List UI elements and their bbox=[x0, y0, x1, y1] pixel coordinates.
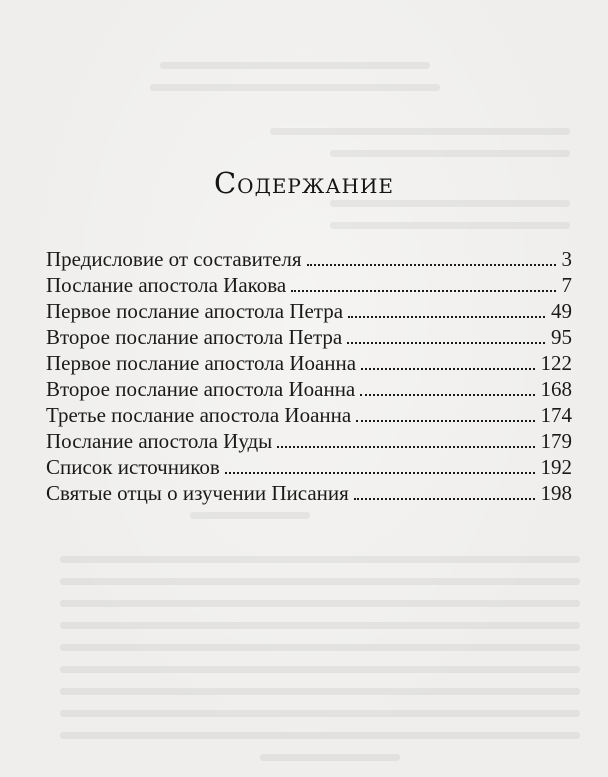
page-title: Содержание bbox=[213, 166, 394, 200]
dot-leader bbox=[360, 380, 534, 396]
toc-entry-page: 49 bbox=[551, 299, 572, 323]
bleed-through bbox=[60, 600, 580, 607]
toc-entry bbox=[46, 350, 572, 376]
dot-leader bbox=[356, 406, 534, 422]
toc-entry-label: Третье послание апостола Иоанна bbox=[46, 403, 352, 427]
dot-leader bbox=[291, 276, 555, 292]
bleed-through bbox=[60, 688, 580, 695]
toc-entry bbox=[46, 246, 572, 272]
bleed-through bbox=[60, 666, 580, 673]
toc-entry-page: 198 bbox=[540, 481, 572, 505]
dot-leader bbox=[361, 354, 534, 370]
toc-entry-page: 95 bbox=[551, 325, 572, 349]
bleed-through bbox=[190, 512, 310, 519]
bleed-through bbox=[330, 150, 570, 157]
toc-entry-page: 192 bbox=[540, 455, 572, 479]
bleed-through bbox=[330, 222, 570, 229]
toc-entry bbox=[46, 428, 572, 454]
toc-entry-label: Послание апостола Иакова bbox=[46, 273, 287, 297]
toc-entry-label: Первое послание апостола Иоанна bbox=[46, 351, 357, 375]
toc-entry-page: 174 bbox=[540, 403, 572, 427]
bleed-through bbox=[260, 754, 400, 761]
toc-entry-label: Второе послание апостола Иоанна bbox=[46, 377, 356, 401]
toc-entry bbox=[46, 454, 572, 480]
table-of-contents bbox=[46, 246, 572, 506]
toc-entry-page: 168 bbox=[540, 377, 572, 401]
toc-entry-label: Послание апостола Иуды bbox=[46, 429, 273, 453]
bleed-through bbox=[60, 710, 580, 717]
toc-entry bbox=[46, 402, 572, 428]
toc-entry-page: 3 bbox=[561, 247, 572, 271]
toc-entry bbox=[46, 272, 572, 298]
toc-entry-label: Первое послание апостола Петра bbox=[46, 299, 344, 323]
dot-leader bbox=[347, 328, 545, 344]
toc-entry bbox=[46, 324, 572, 350]
toc-entry bbox=[46, 298, 572, 324]
toc-entry-label: Список источников bbox=[46, 455, 220, 479]
dot-leader bbox=[277, 432, 534, 448]
bleed-through bbox=[60, 556, 580, 563]
toc-entry-page: 179 bbox=[540, 429, 572, 453]
bleed-through bbox=[160, 62, 430, 69]
bleed-through bbox=[60, 622, 580, 629]
toc-entry-label: Святые отцы о изучении Писания bbox=[46, 481, 349, 505]
bleed-through bbox=[270, 128, 570, 135]
dot-leader bbox=[225, 458, 535, 474]
toc-entry-label: Второе послание апостола Петра bbox=[46, 325, 343, 349]
bleed-through bbox=[150, 84, 440, 91]
toc-entry bbox=[46, 480, 572, 506]
toc-entry-page: 7 bbox=[561, 273, 572, 297]
toc-entry-page: 122 bbox=[540, 351, 572, 375]
dot-leader bbox=[307, 250, 556, 266]
bleed-through bbox=[60, 644, 580, 651]
bleed-through bbox=[330, 200, 570, 207]
toc-entry-label: Предисловие от составителя bbox=[46, 247, 302, 271]
bleed-through bbox=[60, 732, 580, 739]
bleed-through bbox=[60, 578, 580, 585]
dot-leader bbox=[348, 302, 545, 318]
dot-leader bbox=[354, 484, 535, 500]
toc-entry bbox=[46, 376, 572, 402]
